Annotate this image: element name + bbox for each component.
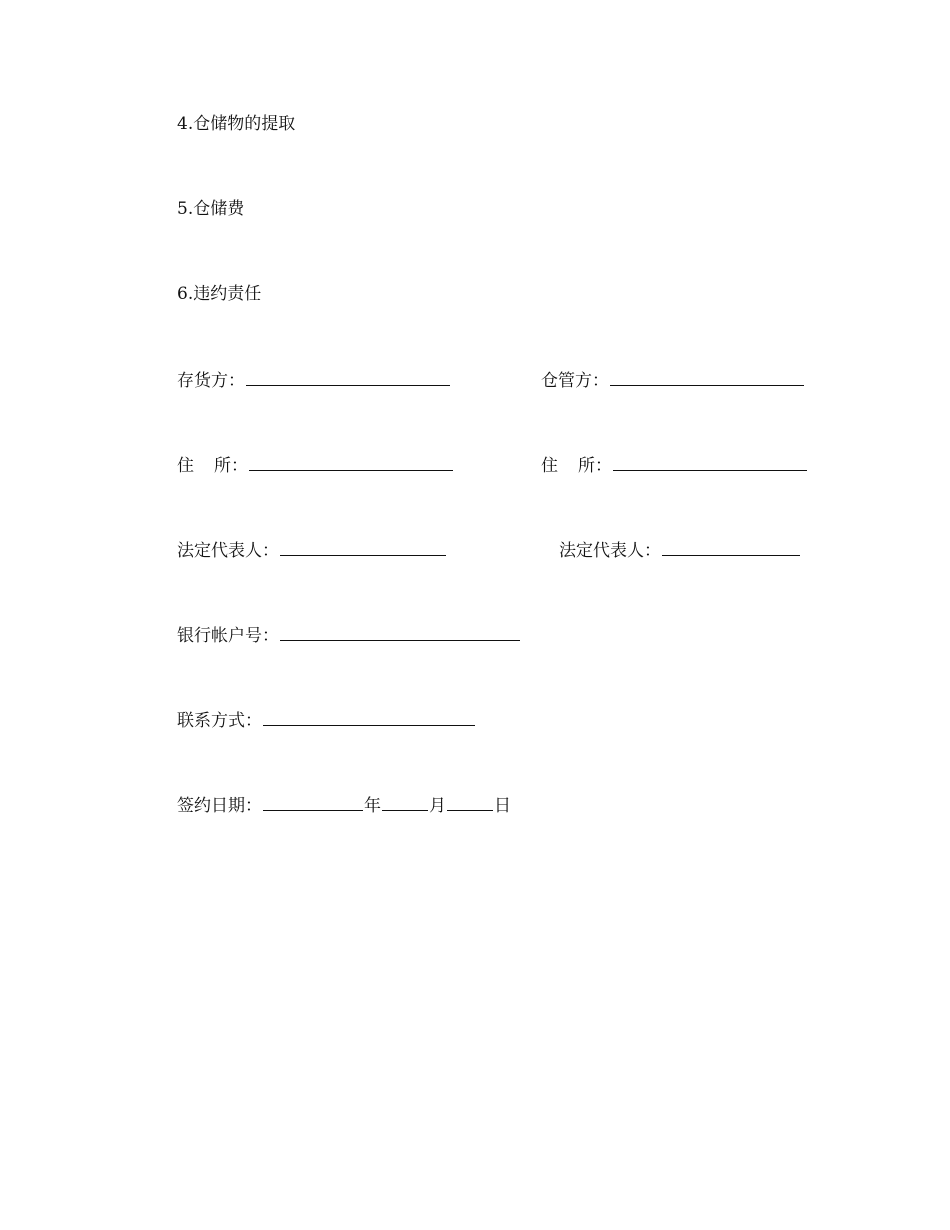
section-storage-pickup: 4.仓储物的提取 <box>177 114 296 134</box>
keeper-legal-rep-field[interactable] <box>662 538 800 556</box>
address-label-char2: 所： <box>578 456 612 476</box>
depositor-address-row <box>177 453 454 477</box>
keeper-row <box>541 368 805 392</box>
bank-account-row <box>177 623 521 647</box>
bank-account-label: 银行帐户号： <box>177 626 279 646</box>
depositor-address-field[interactable] <box>249 453 453 471</box>
contact-field[interactable] <box>263 708 475 726</box>
section-breach-liability: 6.违约责任 <box>177 284 262 304</box>
address-label-char1: 住 <box>177 456 194 476</box>
depositor-field[interactable] <box>246 368 450 386</box>
depositor-legal-rep-field[interactable] <box>280 538 446 556</box>
keeper-legal-rep-row <box>559 538 801 562</box>
signing-month-field[interactable] <box>382 793 428 811</box>
contact-row <box>177 708 476 732</box>
depositor-row <box>177 368 451 392</box>
legal-rep-label: 法定代表人： <box>177 541 279 561</box>
address-label-char1: 住 <box>541 456 558 476</box>
signing-day-field[interactable] <box>447 793 493 811</box>
section-storage-fee: 5.仓储费 <box>177 199 245 219</box>
signing-year-field[interactable] <box>263 793 363 811</box>
depositor-legal-rep-row <box>177 538 447 562</box>
keeper-label: 仓管方： <box>541 371 609 391</box>
bank-account-field[interactable] <box>280 623 520 641</box>
keeper-address-field[interactable] <box>613 453 807 471</box>
contact-label: 联系方式： <box>177 711 262 731</box>
year-label: 年 <box>364 796 381 816</box>
keeper-address-row <box>541 453 808 477</box>
day-label: 日 <box>494 796 511 816</box>
address-label-char2: 所： <box>214 456 248 476</box>
month-label: 月 <box>429 796 446 816</box>
signing-date-row <box>177 793 511 817</box>
legal-rep-label: 法定代表人： <box>559 541 661 561</box>
depositor-label: 存货方： <box>177 371 245 391</box>
keeper-field[interactable] <box>610 368 804 386</box>
signing-date-label: 签约日期： <box>177 796 262 816</box>
